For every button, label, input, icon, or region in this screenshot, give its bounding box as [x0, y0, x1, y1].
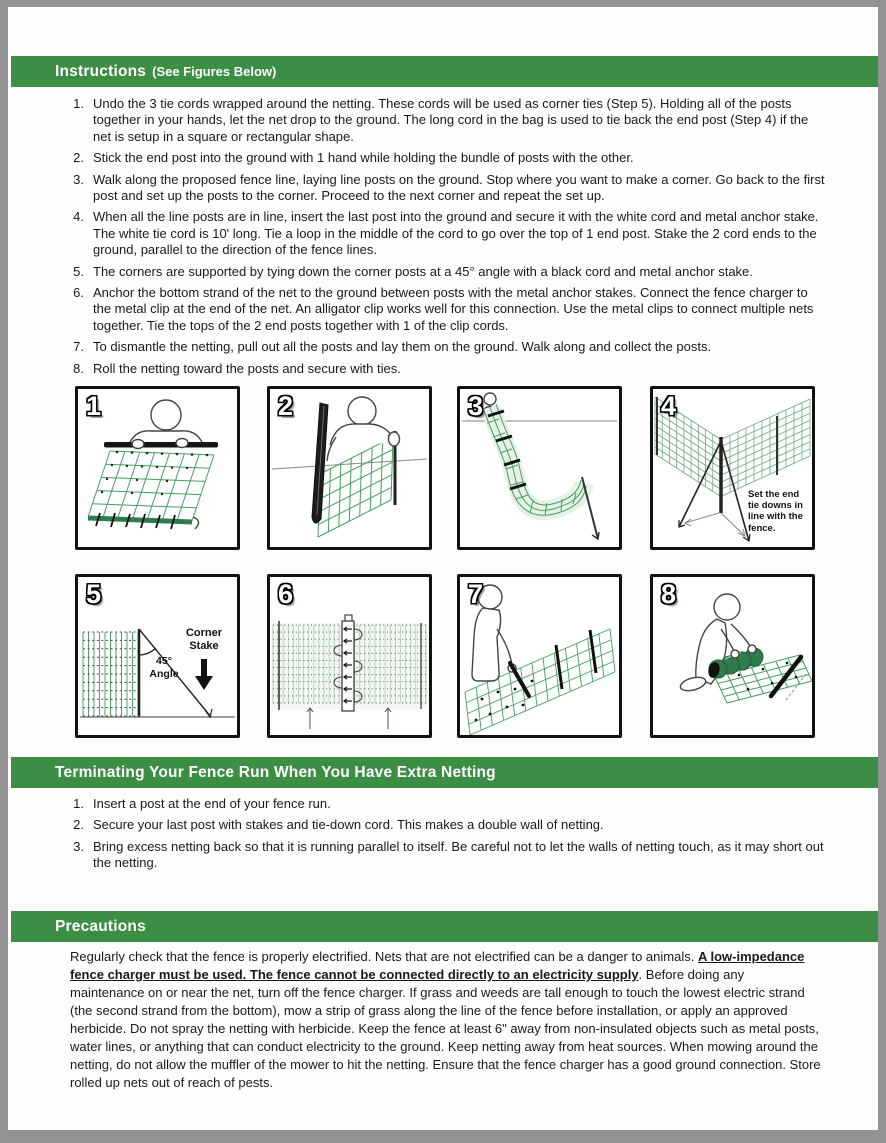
- clip-post: [342, 621, 354, 711]
- list-item: 1. Insert a post at the end of your fence run.: [73, 796, 331, 811]
- net-knots: [101, 451, 209, 496]
- ground-direction-arrows: [685, 513, 745, 536]
- clip-post-cap: [345, 615, 352, 621]
- list-item: 2. Secure your last post with stakes and tie-down cord. This makes a double wall of netting.: [73, 817, 604, 833]
- angle-arc: [139, 648, 156, 655]
- section-header-instructions: [11, 56, 878, 87]
- figure-4-annotation: Set the end tie downs in line with the fence.: [748, 489, 803, 534]
- list-item: 1. Undo the 3 tie cords wrapped around the netting. These cords will be used as corner ties (Step 5). Holding all of the posts together in your hands, let the net drop to the ground. The long cord in the bag is used to tie back the end post (Step 4) if the net is setup in a square or rectangular shape.: [73, 96, 809, 144]
- right-netting-wall: [722, 399, 810, 496]
- list-item: 7. To dismantle the netting, pull out all the posts and lay them on the ground. Walk along and collect the posts.: [73, 339, 712, 355]
- figure-number: 3: [468, 391, 484, 421]
- list-item: 2. Stick the end post into the ground with 1 hand while holding the bundle of posts with the other.: [73, 150, 634, 166]
- list-item: 3. Bring excess netting back so that it is running parallel to itself. Be careful not to let the walls of netting touch, as it may short out the netting.: [73, 838, 824, 871]
- figure-3-illustration-lay-posts-along-line: [460, 389, 619, 547]
- instructions-list: [60, 96, 826, 382]
- instructions-subtitle: (See Figures Below): [152, 64, 277, 79]
- figure-5-corner-stake-label: Corner Stake: [185, 627, 223, 652]
- hand: [176, 439, 188, 448]
- precautions-text-start: Regularly check that the fence is properly electrified. Nets that are not electrified can be a danger to animals.: [70, 949, 698, 964]
- tie-down-cords: [679, 441, 749, 541]
- list-item: 5. The corners are supported by tying down the corner posts at a 45° angle with a black cord and metal anchor stake.: [73, 263, 753, 279]
- figure-number: 7: [468, 579, 484, 609]
- figure-number: 6: [278, 579, 294, 609]
- netting-grid: [88, 451, 214, 521]
- section-header-terminating: [11, 757, 878, 788]
- precautions-title: Precautions: [55, 917, 146, 935]
- figure-box-6: [267, 574, 432, 738]
- instructions-title: Instructions: [55, 62, 147, 80]
- precautions-warning-emphasis: A low-impedance fence charger must be used. The fence cannot be connected directly to an electricity supply: [70, 949, 805, 982]
- person-head: [151, 400, 181, 430]
- figure-5-angle-label: 45° Angle: [149, 655, 179, 680]
- figure-box-5: [75, 574, 240, 738]
- cord-hook: [193, 517, 199, 529]
- figure-box-1: [75, 386, 240, 550]
- figure-number: 2: [278, 391, 294, 421]
- person-head: [714, 594, 740, 620]
- figure-2-illustration-stand-up-net: [270, 389, 429, 547]
- list-item: 6. Anchor the bottom strand of the net to the ground between posts with the metal anchor stakes. Connect the fence charger to the metal clip at the end of the net. An alligator clip works well for this connection. Use the metal clips to connect multiple nets together. Tie the tops of the 2 end posts together with 1 of the clip cords.: [73, 285, 814, 333]
- terminating-title: Terminating Your Fence Run When You Have Extra Netting: [55, 763, 496, 781]
- instruction-sheet: [8, 7, 878, 1130]
- person-foot: [679, 675, 707, 693]
- person-head: [484, 393, 496, 405]
- precautions-paragraph: [70, 948, 822, 1092]
- horizon-line: [272, 459, 427, 469]
- hand: [389, 432, 400, 446]
- figure-box-8: [650, 574, 815, 738]
- person-arm: [731, 624, 750, 646]
- figure-1-illustration-drop-netting: [78, 389, 237, 547]
- person-head: [348, 397, 376, 425]
- list-item: 4. When all the line posts are in line, insert the last post into the ground and secure it with the white cord and metal anchor stake. The white tie cord is 10' long. Tie a loop in the middle of the cord to go over the top of 1 end post. Stake the 2 cord ends to the ground, parallel to the direction of the fence lines.: [73, 209, 819, 258]
- list-item: 8. Roll the netting toward the posts and secure with ties.: [73, 360, 401, 376]
- person-arm: [497, 629, 512, 665]
- netting-grid-side-view: [83, 632, 138, 716]
- terminating-list: [60, 796, 826, 877]
- list-item: 3. Walk along the proposed fence line, laying line posts on the ground. Stop where you want to make a corner. Go back to the first post and set up the posts to the corner. Proceed to the next corner and repeat the set up.: [73, 171, 825, 204]
- rolled-edge: [88, 518, 192, 522]
- corner-stake-arrow: [195, 659, 213, 690]
- person-shoulders: [330, 424, 396, 445]
- figure-box-4: [650, 386, 815, 550]
- figure-box-7: [457, 574, 622, 738]
- figure-6-illustration-post-clips-closeup: [270, 577, 429, 735]
- figure-7-illustration-dismantle-netting: [460, 577, 619, 735]
- precautions-text-rest: . Before doing any maintenance on or near the net, turn off the fence charger. If grass and weeds are tall enough to touch the lowest electric strand (the second strand from the bottom), mow a strip of grass along the line of the fence before installation, or apply an approved herbicide. Do not spray the netting with herbicide. Keep the fence at least 6" away from non-insulated objects such as metal posts, water lines, or anything that can conduct electricity to the ground. Keep netting away from heat sources. When mowing around the netting, do not allow the muffler of the mower to hit the netting. Ensure that the fence charger has a good ground connection. Store rolled up nets out of reach of pests.: [70, 967, 821, 1090]
- hand: [132, 440, 144, 449]
- hand: [748, 645, 756, 653]
- section-header-precautions: [11, 911, 878, 942]
- figure-number: 1: [86, 391, 102, 421]
- figure-number: 8: [661, 579, 677, 609]
- netting-band-fill: [490, 407, 584, 510]
- figure-number: 4: [661, 391, 677, 421]
- person-body: [472, 608, 501, 681]
- figure-number: 5: [86, 579, 102, 609]
- post-bundle: [104, 442, 218, 448]
- figure-8-illustration-roll-up-netting: [653, 577, 812, 735]
- hand: [731, 650, 739, 658]
- figure-box-2: [267, 386, 432, 550]
- figure-box-3: [457, 386, 622, 550]
